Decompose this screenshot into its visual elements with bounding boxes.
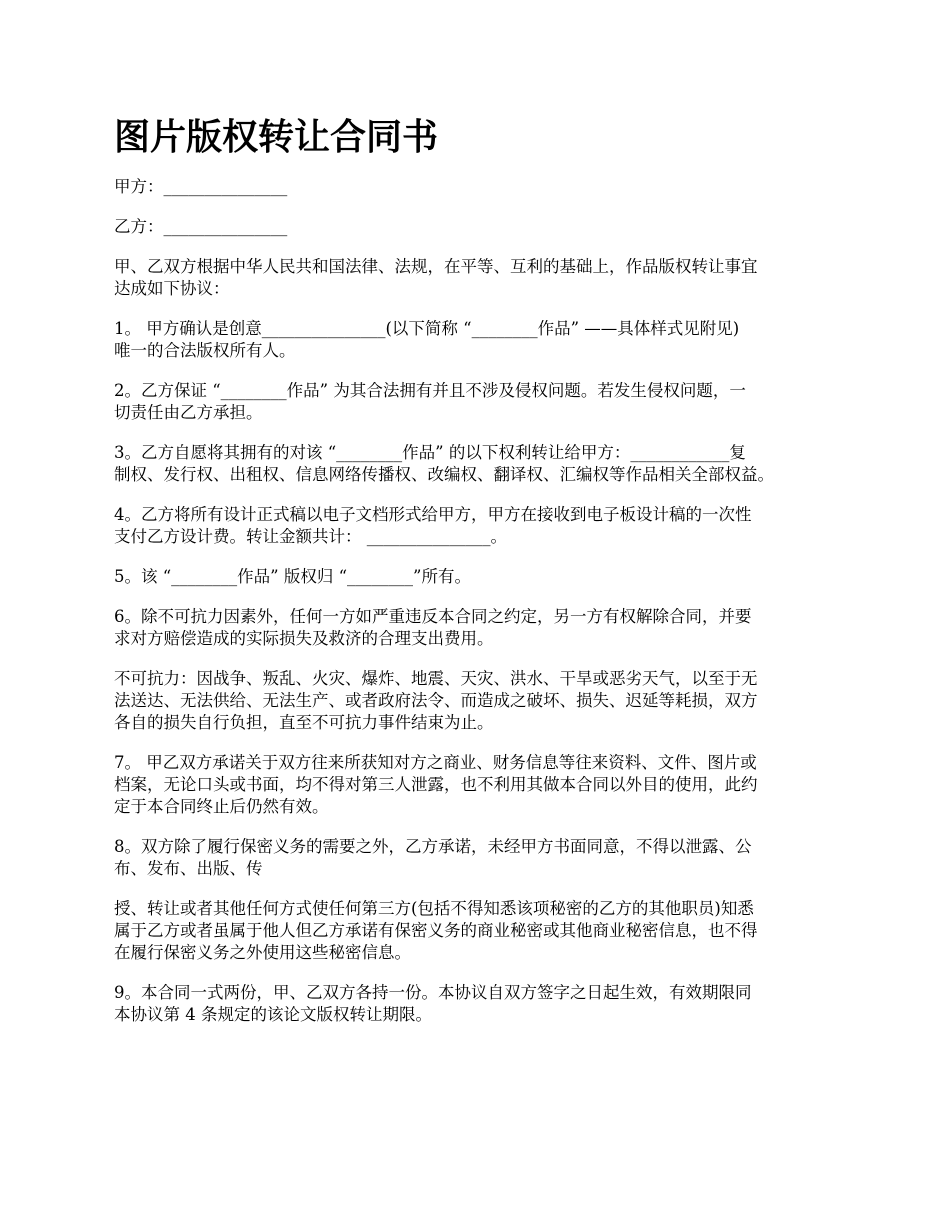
text-line: 2。乙方保证 “________作品” 为其合法拥有并且不涉及侵权问题。若发生侵权问题，一 bbox=[114, 381, 746, 400]
text-line: 甲、乙双方根据中华人民共和国法律、法规，在平等、互利的基础上，作品版权转让事宜 bbox=[114, 257, 758, 276]
clause-6 bbox=[114, 606, 854, 650]
text-line: 3。乙方自愿将其拥有的对该 “________作品” 的以下权利转让给甲方：____________复 bbox=[114, 443, 746, 462]
text-line: 各自的损失自行负担，直至不可抗力事件结束为止。 bbox=[114, 713, 494, 732]
text-line: 求对方赔偿造成的实际损失及救济的合理支出费用。 bbox=[114, 629, 494, 648]
text-line: 7。 甲乙双方承诺关于双方往来所获知对方之商业、财务信息等往来资料、文件、图片或 bbox=[114, 753, 757, 772]
text-line: 本协议第 4 条规定的该论文版权转让期限。 bbox=[114, 1005, 432, 1024]
clause-8 bbox=[114, 836, 854, 880]
text-line: 支付乙方设计费。转让金额共计： _______________。 bbox=[114, 527, 507, 546]
text-line: 属于乙方或者虽属于他人但乙方承诺有保密义务的商业秘密或其他商业秘密信息，也不得 bbox=[114, 921, 758, 940]
text-line: 在履行保密义务之外使用这些秘密信息。 bbox=[114, 943, 411, 962]
text-line: 布、发布、出版、传 bbox=[114, 859, 263, 878]
text-line: 定于本合同终止后仍然有效。 bbox=[114, 797, 329, 816]
text-line: 9。本合同一式两份，甲、乙双方各持一份。本协议自双方签字之日起生效，有效期限同 bbox=[114, 983, 752, 1002]
contract-page bbox=[114, 112, 854, 1044]
party-b-line: 乙方：_______________ bbox=[114, 217, 288, 236]
text-line: 8。双方除了履行保密义务的需要之外，乙方承诺，未经甲方书面同意，不得以泄露、公 bbox=[114, 837, 752, 856]
text-line: 唯一的合法版权所有人。 bbox=[114, 341, 296, 360]
text-line: 切责任由乙方承担。 bbox=[114, 403, 263, 422]
text-line: 制权、发行权、出租权、信息网络传播权、改编权、翻译权、汇编权等作品相关全部权益。 bbox=[114, 465, 774, 484]
text-line: 1。 甲方确认是创意_______________(以下简称 “________作品” ——具体样式见附见) bbox=[114, 319, 740, 338]
party-a-line: 甲方：_______________ bbox=[114, 177, 288, 196]
text-line: 达成如下协议： bbox=[114, 279, 230, 298]
text-line: 法送达、无法供给、无法生产、或者政府法令、而造成之破坏、损失、迟延等耗损，双方 bbox=[114, 691, 758, 710]
page-title: 图片版权转让合同书 bbox=[114, 117, 439, 158]
text-line: 档案，无论口头或书面，均不得对第三人泄露，也不利用其做本合同以外目的使用，此约 bbox=[114, 775, 758, 794]
force-majeure-paragraph bbox=[114, 668, 854, 734]
text-line: 授、转让或者其他任何方式使任何第三方(包括不得知悉该项秘密的乙方的其他职员)知悉 bbox=[114, 899, 754, 918]
clause-7 bbox=[114, 752, 854, 818]
clause-1 bbox=[114, 318, 854, 362]
text-line: 4。乙方将所有设计正式稿以电子文档形式给甲方，甲方在接收到电子板设计稿的一次性 bbox=[114, 505, 752, 524]
text-line: 不可抗力：因战争、叛乱、火灾、爆炸、地震、天灾、洪水、干旱或恶劣天气，以至于无 bbox=[114, 669, 758, 688]
clause-4 bbox=[114, 504, 854, 548]
clause-8-continued bbox=[114, 898, 854, 964]
clause-2 bbox=[114, 380, 854, 424]
text-line: 6。除不可抗力因素外，任何一方如严重违反本合同之约定，另一方有权解除合同，并要 bbox=[114, 607, 752, 626]
intro-paragraph bbox=[114, 256, 854, 300]
clause-3 bbox=[114, 442, 854, 486]
text-line: 5。该 “________作品” 版权归 “________”所有。 bbox=[114, 567, 471, 586]
clause-5 bbox=[114, 566, 854, 588]
clause-9 bbox=[114, 982, 854, 1026]
